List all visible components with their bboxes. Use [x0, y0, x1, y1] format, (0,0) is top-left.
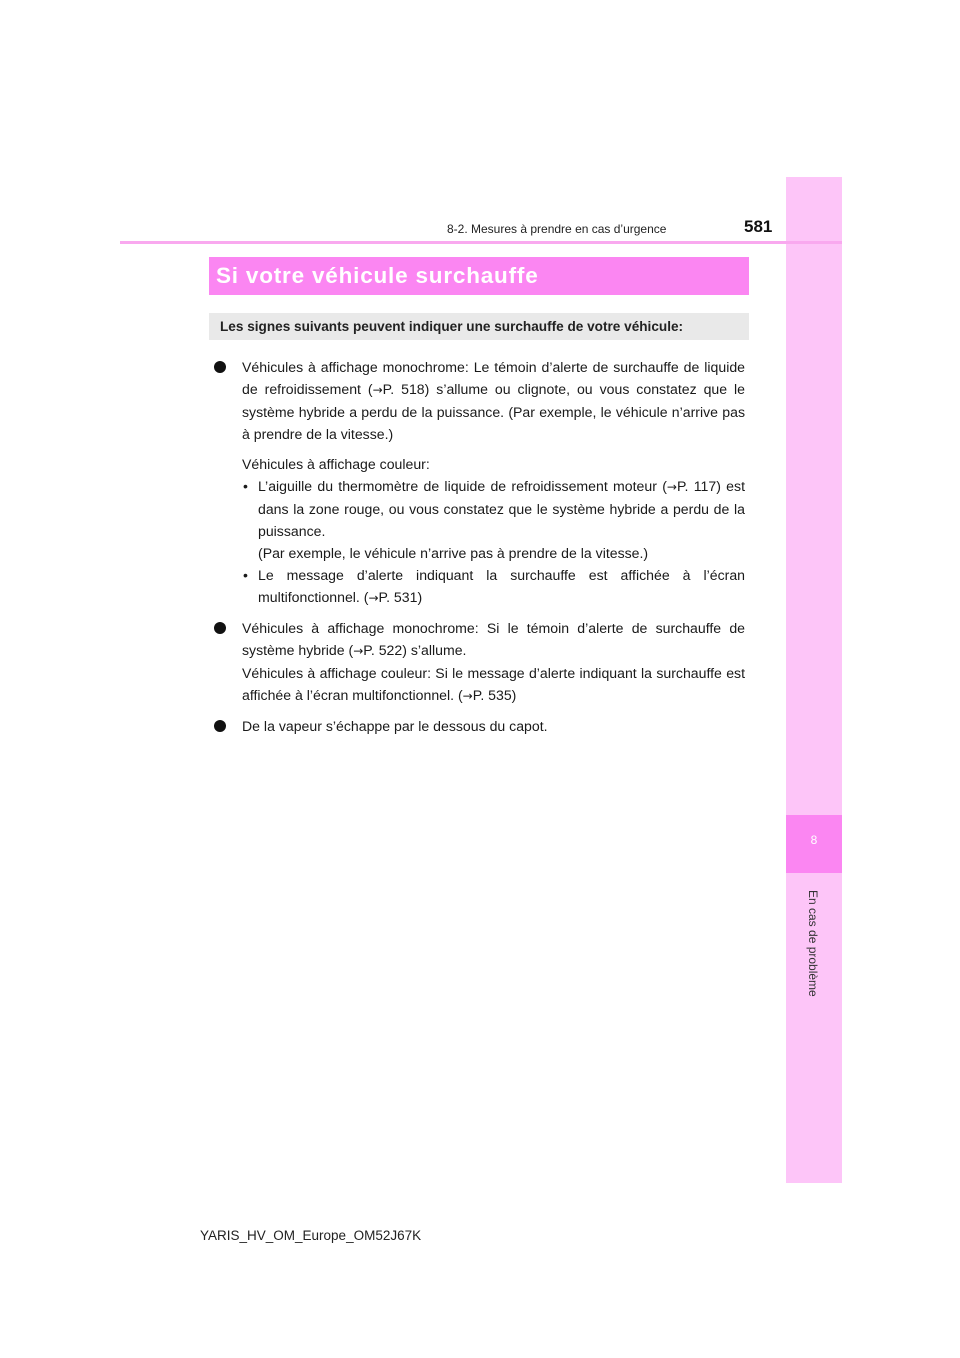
bullet-icon: [214, 622, 226, 634]
page-reference[interactable]: P. 531: [378, 589, 418, 605]
intro-text: Les signes suivants peuvent indiquer une surchauffe de votre véhicule:: [220, 319, 684, 334]
chapter-title: En cas de problème: [806, 890, 820, 997]
list-item: [212, 617, 745, 707]
sub-list-item: • Le message d’alerte indiquant la surchauffe est affichée à l’écran multifonctionnel. (→P. 531): [242, 564, 745, 609]
page-reference[interactable]: P. 522: [363, 642, 403, 658]
bullet-icon: [214, 361, 226, 373]
item-paragraph: Véhicules à affichage monochrome: Si le témoin d’alerte de surchauffe de système hybride (→P. 522) s’allume.: [242, 620, 745, 658]
page-reference[interactable]: P. 535: [472, 687, 512, 703]
arrow-icon: →: [353, 644, 364, 658]
footer-document-id: YARIS_HV_OM_Europe_OM52J67K: [200, 1228, 422, 1243]
page-number: 581: [744, 217, 773, 236]
page-reference[interactable]: P. 117: [676, 478, 717, 494]
item-paragraph: Véhicules à affichage couleur: Si le message d’alerte indiquant la surchauffe est affichée à l’écran multifonctionnel. (→P. 535): [242, 665, 745, 703]
arrow-icon: →: [462, 689, 473, 703]
header-rule: [120, 241, 842, 244]
intro-bar: [209, 313, 749, 340]
arrow-icon: →: [368, 591, 379, 605]
sub-list-item: • L’aiguille du thermomètre de liquide de refroidissement moteur (→P. 117) est dans la zone rouge, ou vous constatez que le système hybride a perdu de la puissance. (Par exemple, le véhicule n’arrive pas à prendre de la vitesse.): [242, 475, 745, 564]
dot-icon: •: [243, 567, 248, 583]
title-bar: [209, 257, 749, 295]
sub-block: [242, 453, 745, 609]
list-item: [212, 356, 745, 609]
page-reference[interactable]: P. 518: [382, 381, 425, 397]
arrow-icon: →: [372, 383, 383, 397]
dot-icon: •: [243, 478, 248, 494]
page-title: Si votre véhicule surchauffe: [216, 263, 539, 288]
content: [212, 356, 745, 745]
chapter-side-tab: [786, 177, 842, 1183]
section-heading: 8-2. Mesures à prendre en cas d’urgence: [447, 222, 667, 236]
item-paragraph: Véhicules à affichage monochrome: Le témoin d’alerte de surchauffe de liquide de refroidissement (→P. 518) s’allume ou clignote, ou vous constatez que le système hybride a perdu de la puissance. (Par exemple, le véhicule n’arrive pas à prendre de la vitesse.): [242, 359, 745, 442]
list-item: [212, 715, 745, 737]
item-paragraph: Véhicules à affichage couleur:: [242, 456, 430, 472]
item-paragraph: De la vapeur s’échappe par le dessous du capot.: [242, 718, 548, 734]
chapter-number: 8: [810, 833, 818, 847]
arrow-icon: →: [666, 480, 677, 494]
bullet-icon: [214, 720, 226, 732]
